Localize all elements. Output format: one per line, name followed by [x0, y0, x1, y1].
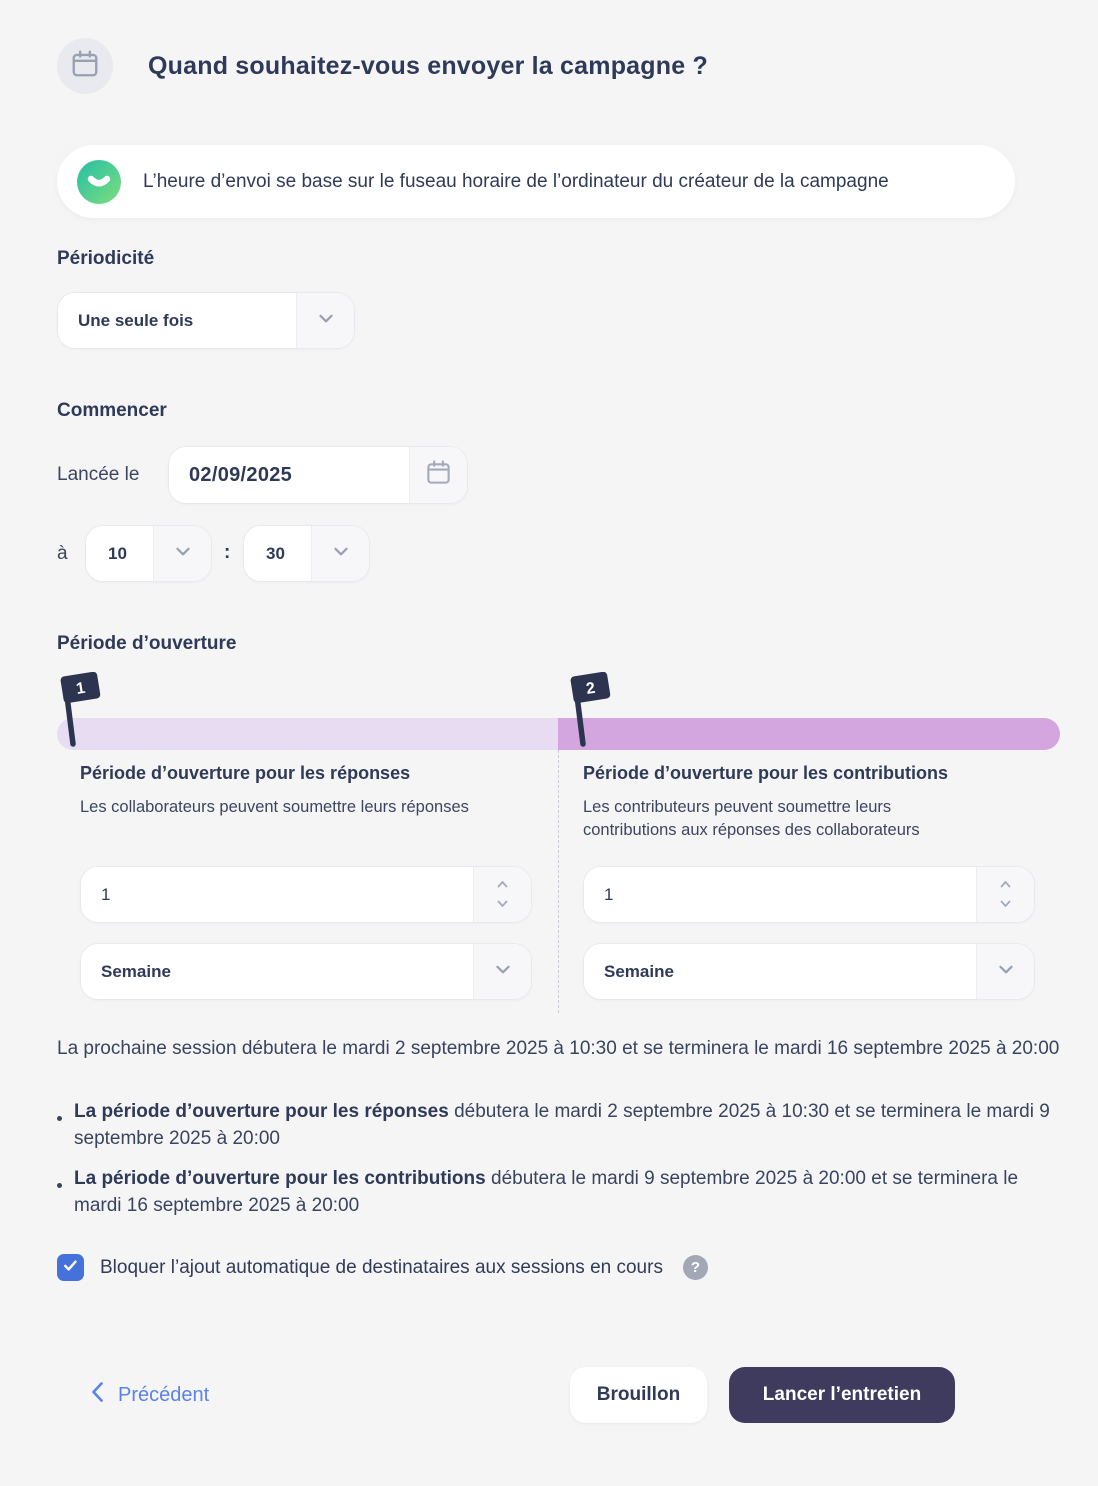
periodicity-select[interactable] — [57, 292, 355, 349]
previous-link-label: Précédent — [118, 1383, 210, 1406]
minute-value-area[interactable] — [244, 526, 311, 581]
flag-1-icon — [56, 672, 108, 753]
hour-value: 10 — [108, 543, 127, 563]
hour-value-area[interactable] — [86, 526, 153, 581]
chevron-down-icon — [173, 541, 193, 566]
block-recipients-checkbox[interactable] — [57, 1254, 84, 1281]
header-icon-circle — [57, 38, 113, 94]
launch-date-label: Lancée le — [57, 464, 140, 485]
launch-interview-button[interactable]: Lancer l’entretien — [729, 1367, 955, 1423]
check-icon — [62, 1257, 79, 1279]
contributions-quantity-input[interactable] — [583, 866, 1035, 923]
previous-link[interactable] — [90, 1381, 209, 1409]
contributions-summary-rest: débutera le mardi 9 septembre 2025 à 20:00 et se terminera le mardi 16 septembre 2025 à 20:00 — [74, 1168, 1019, 1216]
chevron-down-icon[interactable] — [998, 896, 1013, 914]
contributions-summary-item — [57, 1165, 1057, 1219]
responses-unit-select[interactable] — [80, 943, 532, 1000]
at-label: à — [57, 543, 68, 564]
responses-unit-dropdown-toggle[interactable] — [473, 944, 531, 999]
chevron-down-icon — [996, 959, 1016, 984]
summary-bullet-list — [57, 1098, 1057, 1232]
contributions-unit-value-area[interactable] — [584, 944, 976, 999]
chevron-down-icon — [331, 541, 351, 566]
launch-date-value-area[interactable] — [169, 447, 409, 503]
periodicity-label: Périodicité — [57, 248, 155, 269]
contributions-quantity-value-area[interactable] — [584, 867, 976, 922]
date-picker-toggle[interactable] — [409, 447, 467, 503]
draft-button[interactable]: Brouillon — [570, 1367, 707, 1423]
block-recipients-label: Bloquer l’ajout automatique de destinataires aux sessions en cours — [100, 1256, 663, 1278]
chevron-up-icon[interactable] — [495, 876, 510, 894]
chevron-up-icon[interactable] — [998, 876, 1013, 894]
opening-period-timeline — [57, 718, 1060, 750]
responses-period-title: Période d’ouverture pour les réponses — [80, 763, 411, 783]
periodicity-value-area[interactable] — [58, 293, 296, 348]
timezone-info-banner — [57, 145, 1015, 218]
responses-quantity-value: 1 — [101, 884, 111, 904]
start-section-label: Commencer — [57, 400, 167, 421]
launch-date-value: 02/09/2025 — [189, 463, 293, 486]
responses-period-subtitle: Les collaborateurs peuvent soumettre leurs réponses — [80, 798, 469, 816]
page-title: Quand souhaitez-vous envoyer la campagne ? — [148, 52, 708, 80]
column-divider — [558, 750, 559, 1013]
session-summary-text: La prochaine session débutera le mardi 2 septembre 2025 à 10:30 et se terminera le mardi 16 septembre 2025 à 20:00 — [57, 1038, 1060, 1059]
help-icon[interactable]: ? — [683, 1255, 708, 1280]
contributions-unit-select[interactable] — [583, 943, 1035, 1000]
hour-dropdown-toggle[interactable] — [153, 526, 211, 581]
contributions-period-title: Période d’ouverture pour les contributions — [583, 763, 949, 783]
timezone-info-text: L’heure d’envoi se base sur le fuseau horaire de l’ordinateur du créateur de la campagne — [143, 170, 889, 192]
periodicity-dropdown-toggle[interactable] — [296, 293, 354, 348]
responses-quantity-input[interactable] — [80, 866, 532, 923]
responses-summary-rest: débutera le mardi 2 septembre 2025 à 10:30 et se terminera le mardi 9 septembre 2025 à 20:00 — [74, 1101, 1050, 1149]
responses-period-segment — [57, 718, 558, 750]
smile-icon — [77, 160, 121, 204]
chevron-down-icon — [316, 308, 336, 333]
launch-date-field[interactable] — [168, 446, 468, 504]
block-recipients-row — [57, 1254, 708, 1281]
calendar-icon — [425, 459, 452, 491]
responses-unit-value: Semaine — [101, 961, 171, 981]
opening-period-label: Période d’ouverture — [57, 633, 237, 654]
contributions-period-segment — [558, 718, 1060, 750]
minute-value: 30 — [266, 543, 285, 563]
hour-select[interactable] — [85, 525, 212, 582]
contributions-summary-bold: La période d’ouverture pour les contributions — [74, 1168, 486, 1189]
minute-dropdown-toggle[interactable] — [311, 526, 369, 581]
periodicity-value: Une seule fois — [78, 310, 194, 330]
responses-unit-value-area[interactable] — [81, 944, 473, 999]
chevron-left-icon — [90, 1381, 104, 1409]
minute-select[interactable] — [243, 525, 370, 582]
chevron-down-icon[interactable] — [495, 896, 510, 914]
contributions-unit-value: Semaine — [604, 961, 674, 981]
responses-quantity-value-area[interactable] — [81, 867, 473, 922]
contributions-period-subtitle: Les contributeurs peuvent soumettre leurs contributions aux réponses des collaborateurs — [583, 798, 920, 839]
flag-2-icon — [566, 672, 618, 753]
responses-summary-bold: La période d’ouverture pour les réponses — [74, 1101, 449, 1122]
contributions-unit-dropdown-toggle[interactable] — [976, 944, 1034, 999]
contributions-quantity-value: 1 — [604, 884, 614, 904]
responses-summary-item — [57, 1098, 1057, 1152]
flag-1-number: 1 — [74, 679, 87, 699]
calendar-icon — [70, 49, 100, 84]
flag-2-number: 2 — [584, 679, 597, 699]
contributions-quantity-stepper[interactable] — [976, 867, 1034, 922]
time-separator: : — [224, 542, 231, 563]
responses-quantity-stepper[interactable] — [473, 867, 531, 922]
chevron-down-icon — [493, 959, 513, 984]
